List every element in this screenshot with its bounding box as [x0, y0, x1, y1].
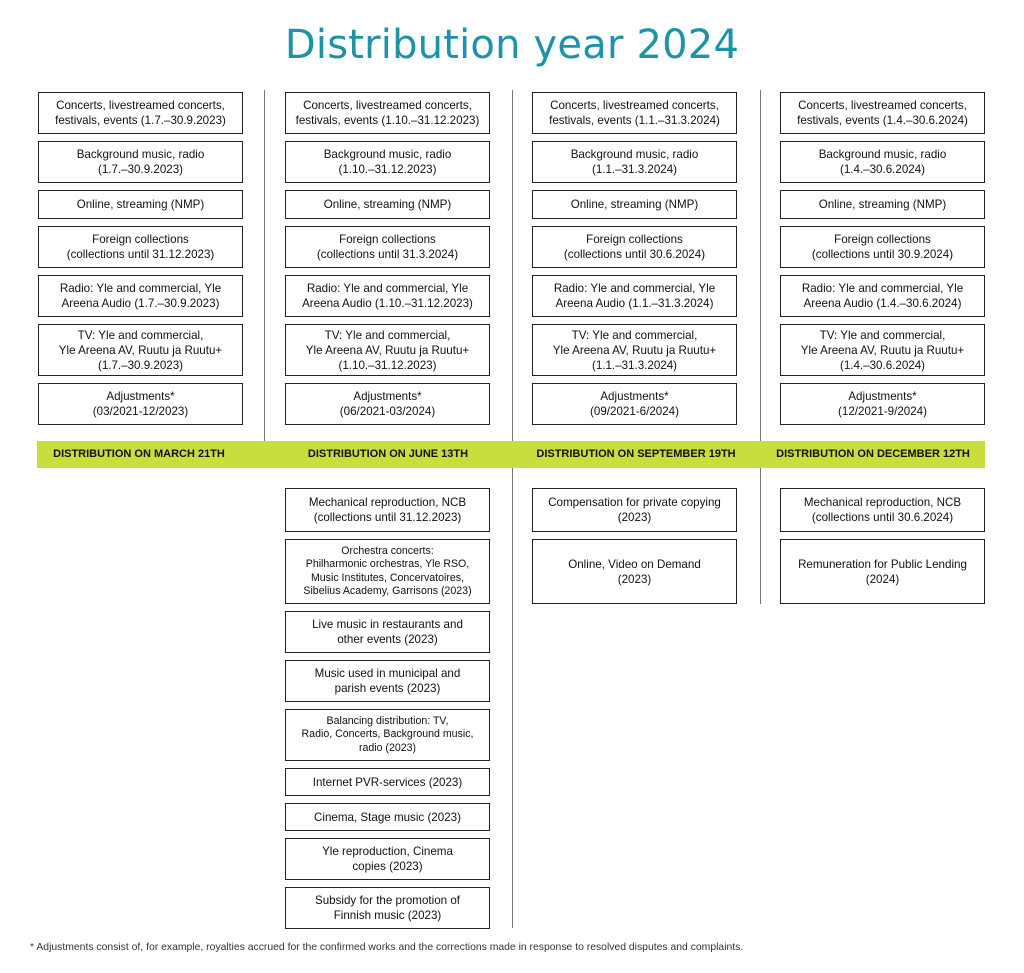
category-box: Adjustments* (12/2021-9/2024) — [780, 383, 985, 425]
footnote: * Adjustments consist of, for example, royalties accrued for the confirmed works and the corrections made in response to resolved disputes and complaints. — [30, 942, 744, 953]
category-box: Background music, radio (1.4.–30.6.2024) — [780, 141, 985, 183]
category-box: Adjustments* (06/2021-03/2024) — [285, 383, 490, 425]
band-label-december: DISTRIBUTION ON DECEMBER 12TH — [776, 448, 970, 460]
category-box: Music used in municipal and parish events (2023) — [285, 660, 490, 702]
category-box: Orchestra concerts: Philharmonic orchestras, Yle RSO, Music Institutes, Concervatoires, Sibelius Academy, Garrisons (2023) — [285, 539, 490, 604]
category-box: Compensation for private copying (2023) — [532, 488, 737, 532]
category-box: Online, streaming (NMP) — [532, 190, 737, 219]
category-box: Online, streaming (NMP) — [285, 190, 490, 219]
category-box: Adjustments* (09/2021-6/2024) — [532, 383, 737, 425]
band-label-september: DISTRIBUTION ON SEPTEMBER 19TH — [536, 448, 736, 460]
category-box: Adjustments* (03/2021-12/2023) — [38, 383, 243, 425]
category-box: TV: Yle and commercial, Yle Areena AV, Ruutu ja Ruutu+ (1.7.–30.9.2023) — [38, 324, 243, 376]
category-box: Foreign collections (collections until 31.12.2023) — [38, 226, 243, 268]
category-box: Radio: Yle and commercial, Yle Areena Audio (1.10.–31.12.2023) — [285, 275, 490, 317]
category-box: Foreign collections (collections until 30.9.2024) — [780, 226, 985, 268]
column-divider — [264, 90, 265, 468]
category-box: Radio: Yle and commercial, Yle Areena Audio (1.7.–30.9.2023) — [38, 275, 243, 317]
category-box: Mechanical reproduction, NCB (collections until 30.6.2024) — [780, 488, 985, 532]
category-box: Internet PVR-services (2023) — [285, 768, 490, 796]
category-box: Mechanical reproduction, NCB (collections until 31.12.2023) — [285, 488, 490, 532]
category-box: Balancing distribution: TV, Radio, Concerts, Background music, radio (2023) — [285, 709, 490, 761]
category-box: Background music, radio (1.7.–30.9.2023) — [38, 141, 243, 183]
category-box: Online, streaming (NMP) — [780, 190, 985, 219]
category-box: TV: Yle and commercial, Yle Areena AV, Ruutu ja Ruutu+ (1.1.–31.3.2024) — [532, 324, 737, 376]
category-box: Live music in restaurants and other events (2023) — [285, 611, 490, 653]
band-label-june: DISTRIBUTION ON JUNE 13TH — [307, 448, 469, 460]
page-title: Distribution year 2024 — [284, 22, 740, 68]
category-box: Cinema, Stage music (2023) — [285, 803, 490, 831]
category-box: Radio: Yle and commercial, Yle Areena Audio (1.1.–31.3.2024) — [532, 275, 737, 317]
band-label-march: DISTRIBUTION ON MARCH 21TH — [53, 448, 225, 460]
category-box: Foreign collections (collections until 31.3.2024) — [285, 226, 490, 268]
category-box: Remuneration for Public Lending (2024) — [780, 539, 985, 604]
category-box: Online, streaming (NMP) — [38, 190, 243, 219]
category-box: Yle reproduction, Cinema copies (2023) — [285, 838, 490, 880]
category-box: Concerts, livestreamed concerts, festivals, events (1.4.–30.6.2024) — [780, 92, 985, 134]
column-divider — [512, 90, 513, 928]
category-box: Radio: Yle and commercial, Yle Areena Audio (1.4.–30.6.2024) — [780, 275, 985, 317]
category-box: Concerts, livestreamed concerts, festivals, events (1.10.–31.12.2023) — [285, 92, 490, 134]
category-box: Online, Video on Demand (2023) — [532, 539, 737, 604]
category-box: Background music, radio (1.1.–31.3.2024) — [532, 141, 737, 183]
column-divider — [760, 90, 761, 604]
category-box: Background music, radio (1.10.–31.12.2023) — [285, 141, 490, 183]
category-box: Concerts, livestreamed concerts, festivals, events (1.1.–31.3.2024) — [532, 92, 737, 134]
category-box: TV: Yle and commercial, Yle Areena AV, Ruutu ja Ruutu+ (1.4.–30.6.2024) — [780, 324, 985, 376]
category-box: TV: Yle and commercial, Yle Areena AV, Ruutu ja Ruutu+ (1.10.–31.12.2023) — [285, 324, 490, 376]
category-box: Foreign collections (collections until 30.6.2024) — [532, 226, 737, 268]
category-box: Subsidy for the promotion of Finnish music (2023) — [285, 887, 490, 929]
category-box: Concerts, livestreamed concerts, festivals, events (1.7.–30.9.2023) — [38, 92, 243, 134]
